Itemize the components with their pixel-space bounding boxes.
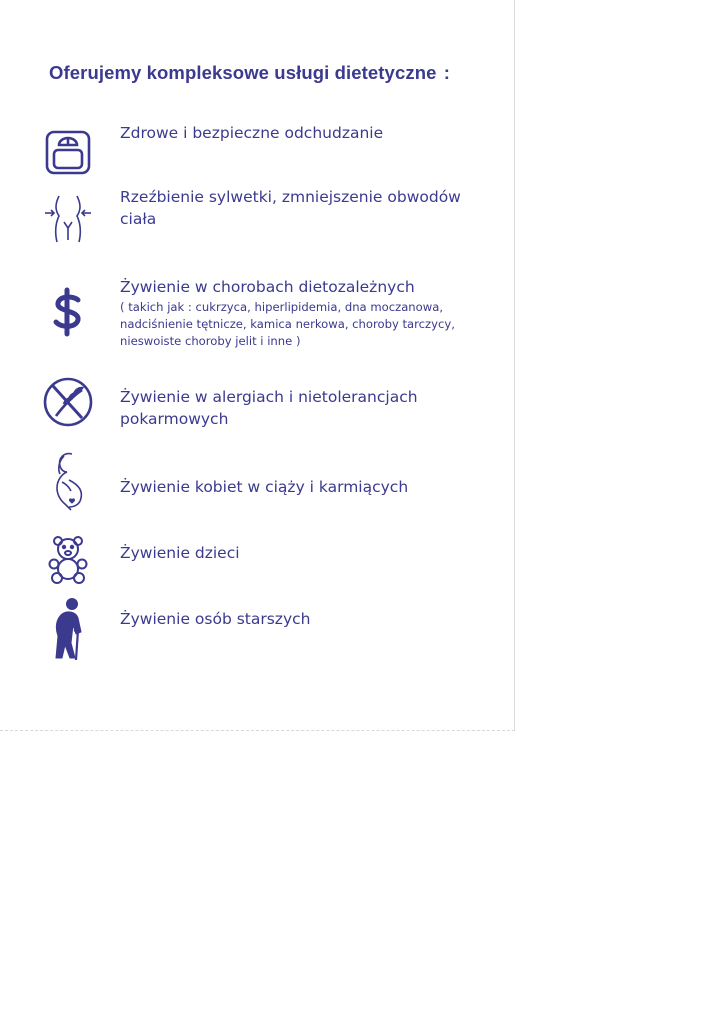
service-text xyxy=(120,608,490,630)
service-title: Żywienie dzieci xyxy=(120,544,240,562)
page-title xyxy=(49,62,450,84)
service-title: Zdrowe i bezpieczne odchudzanie xyxy=(120,124,384,142)
service-title: Żywienie w alergiach i nietolerancjach pokarmowych xyxy=(120,388,418,428)
bathroom-scale-icon xyxy=(42,126,94,178)
service-details: ( takich jak : cukrzyca, hiperlipidemia, dna moczanowa, nadciśnienie tętnicze, kamica nerkowa, choroby tarczycy, nieswoiste choroby jelit i inne ) xyxy=(120,300,455,348)
service-title: Żywienie w chorobach dietozależnych xyxy=(120,278,415,296)
service-text xyxy=(120,122,490,144)
service-title: Rzeźbienie sylwetki, zmniejszenie obwodów ciała xyxy=(120,188,461,228)
dollar-sign-icon xyxy=(42,286,94,338)
service-text xyxy=(120,186,490,230)
service-text xyxy=(120,386,490,430)
service-text xyxy=(120,542,490,564)
teddy-bear-icon xyxy=(42,534,94,586)
page-title-colon: : xyxy=(443,62,450,83)
service-title: Żywienie osób starszych xyxy=(120,610,311,628)
pregnant-woman-icon xyxy=(42,450,94,516)
service-title: Żywienie kobiet w ciąży i karmiących xyxy=(120,478,409,496)
waist-slimming-icon xyxy=(42,192,94,244)
service-text xyxy=(120,476,490,498)
page-title-text: Oferujemy kompleksowe usługi dietetyczne xyxy=(49,62,437,83)
elderly-person-icon xyxy=(42,596,94,660)
gluten-free-icon xyxy=(42,376,94,428)
service-text xyxy=(120,276,490,350)
